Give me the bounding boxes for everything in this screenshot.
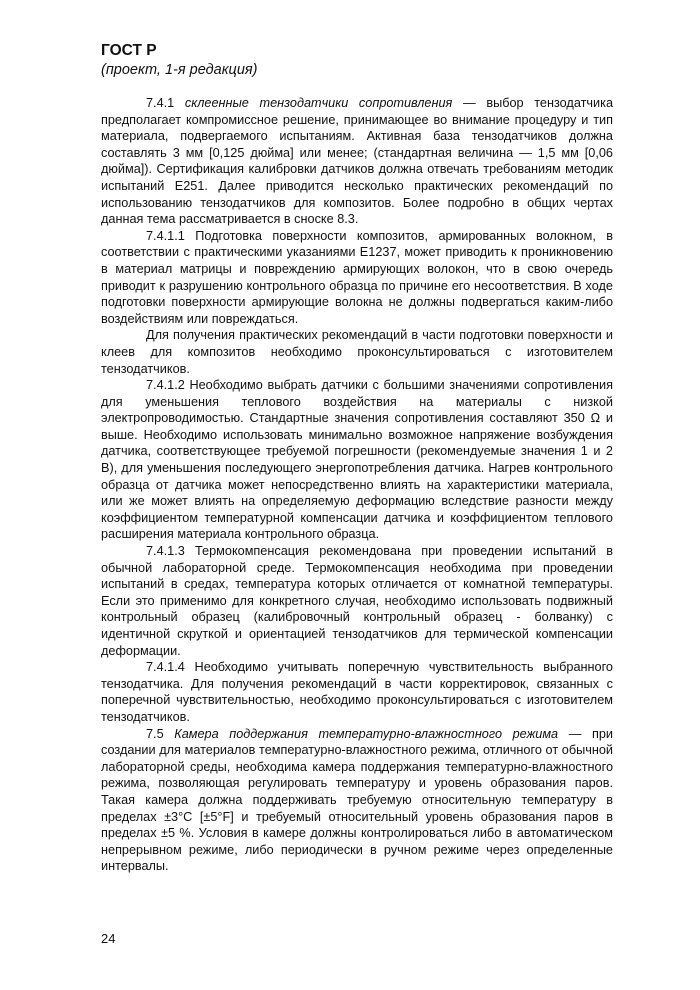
paragraph-surface-prep-note [101, 327, 613, 377]
document-title: ГОСТ Р [101, 42, 157, 59]
paragraph-text: 7.4.1.3 Термокомпенсация рекомендована при проведении испытаний в обычной лабораторной среде. Термокомпенсация необходима при проведении испытаний в средах, температура которых отличается от комнатной температуры. Если это применимо для конкретного случая, необходимо использовать подвижный контрольный образец (калибровочный контрольный образец - болванку) с идентичной скруткой и ориентацией тензодатчиков для термической компенсации деформации. [101, 544, 613, 658]
paragraph-text: 7.4.1.1 Подготовка поверхности композитов, армированных волокном, в соответствии с практическими указаниями E1237, может приводить к проникновению в материал матрицы и повреждению армирующих волокон, что в свою очередь приводит к разрушению контрольного образца по причине его несоответствия. В ходе подготовки поверхности армирующие волокна не должны подвергаться каким-либо воздействиям или повреждаться. [101, 228, 613, 326]
document-subtitle: (проект, 1-я редакция) [101, 62, 258, 78]
paragraph-text: 7.4.1.4 Необходимо учитывать поперечную чувствительность выбранного тензодатчика. Для получения рекомендаций в части корректировок, связанных с поперечной чувствительностью, необходимо проконсультироваться с изготовителем тензодатчиков. [101, 660, 613, 724]
paragraph-number: 7.5 [146, 726, 175, 741]
paragraph-7-4-1-3 [101, 543, 613, 659]
paragraph-7-4-1-1 [101, 228, 613, 328]
paragraph-text: — при создании для материалов температурно-влажностного режима, отличного от обычной лабораторной среды, необходима камера поддержания температурно-влажностного режима, позволяющая регулировать температуру и уровень образования паров. Такая камера должна поддерживать требуемую относительную температуру в пределах ±3°C [±5°F] и требуемый относительный уровень образования паров в пределах ±5 %. Условия в камере должны контролироваться либо в автоматическом непрерывном режиме, либо периодически в ручном режиме через определенные интервалы. [101, 726, 613, 874]
page-number: 24 [101, 931, 116, 946]
paragraph-italic-term: Камера поддержания температурно-влажностного режима [174, 726, 559, 741]
paragraph-italic-term: склеенные тензодатчики сопротивления [184, 96, 453, 110]
document-body [101, 95, 613, 875]
paragraph-text: 7.4.1.2 Необходимо выбрать датчики с большими значениями сопротивления для уменьшения теплового воздействия на материалы с низкой электропроводимостью. Стандартные значения сопротивления составляют 350 Ω и выше. Необходимо использовать минимально возможное напряжение возбуждения датчика, соответствующее требуемой погрешности (рекомендуемые значения 1 и 2 В), для уменьшения последующего энергопотребления датчика. Нагрев контрольного образца от датчика может непосредственно влиять на характеристики материала, или же может влиять на определяемую деформацию вследствие разности между коэффициентом температурной компенсации датчика и коэффициентом теплового расширения материала контрольного образца. [101, 378, 613, 542]
paragraph-text: Для получения практических рекомендаций в части подготовки поверхности и клеев для композитов необходимо проконсультироваться с изготовителем тензодатчиков. [101, 328, 613, 376]
paragraph-7-4-1 [101, 95, 613, 228]
paragraph-text: — выбор тензодатчика предполагает компромиссное решение, принимающее во внимание процедуру и тип материала, подвергаемого испытаниям. Активная база тензодатчиков должна составлять 3 мм [0,125 дюйма] или менее; (стандартная величина — 1,5 мм [0,06 дюйма]). Сертификация калибровки датчиков должна отвечать требованиям методик испытаний E251. Далее приводится несколько практических рекомендаций по использованию тензодатчиков для композитов. Более подробно в общих чертах данная тема рассматривается в сноске 8.3. [101, 96, 614, 227]
paragraph-number: 7.4.1 [146, 96, 185, 110]
paragraph-7-5 [101, 726, 613, 875]
page-header [101, 42, 257, 80]
paragraph-7-4-1-2 [101, 377, 613, 543]
paragraph-7-4-1-4 [101, 659, 613, 725]
